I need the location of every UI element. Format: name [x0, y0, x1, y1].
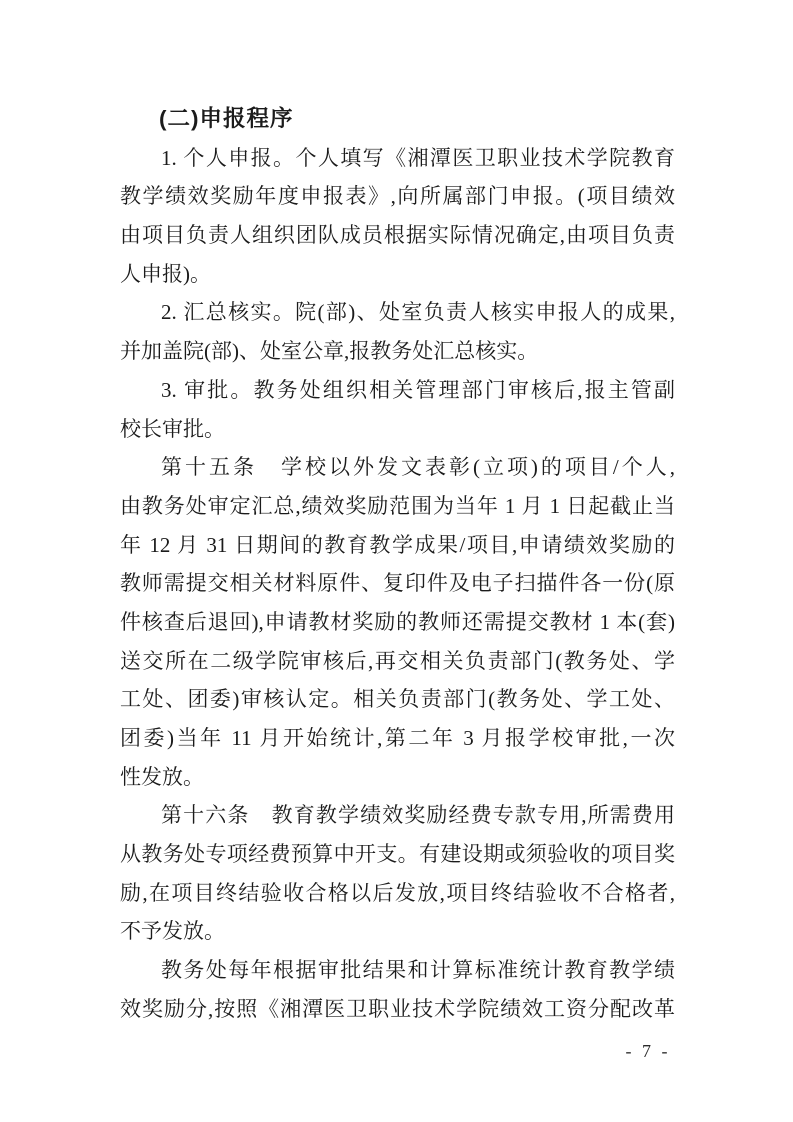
- text-line: 性发放。: [120, 764, 204, 789]
- text-line: 教务处每年根据审批结果和计算标准统计教育教学绩: [161, 958, 675, 983]
- text-line: 不予发放。: [120, 919, 225, 944]
- section-heading: (二)申报程序: [159, 106, 294, 131]
- text-line: 2. 汇总核实。院(部)、处室负责人核实申报人的成果,: [161, 300, 675, 325]
- text-line: 人申报)。: [120, 261, 211, 286]
- text-line: 校长审批。: [120, 416, 225, 441]
- text-line: 团委)当年 11 月开始统计,第二年 3 月报学校审批,一次: [120, 726, 675, 750]
- text-line: 由教务处审定汇总,绩效奖励范围为当年 1 月 1 日起截止当: [120, 493, 675, 518]
- text-line: 由项目负责人组织团队成员根据实际情况确定,由项目负责: [120, 223, 675, 248]
- text-line: 件核查后退回),申请教材奖励的教师还需提交教材 1 本(套): [120, 609, 675, 634]
- document-body: [120, 100, 675, 1029]
- text-line: 励,在项目终结验收合格以后发放,项目终结验收不合格者,: [120, 880, 675, 905]
- text-line: 从教务处专项经费预算中开支。有建设期或须验收的项目奖: [120, 842, 675, 867]
- text-line: 工处、团委)审核认定。相关负责部门(教务处、学工处、: [120, 687, 675, 712]
- text-line: 效奖励分,按照《湘潭医卫职业技术学院绩效工资分配改革: [120, 996, 675, 1021]
- text-line: 教师需提交相关材料原件、复印件及电子扫描件各一份(原: [120, 571, 675, 596]
- text-line: 教学绩效奖励年度申报表》,向所属部门申报。(项目绩效: [120, 184, 675, 209]
- text-line: 1. 个人申报。个人填写《湘潭医卫职业技术学院教育: [161, 145, 675, 170]
- article-16-first-line: 第十六条 教育教学绩效奖励经费专款专用,所需费用: [161, 803, 675, 828]
- text-line: 3. 审批。教务处组织相关管理部门审核后,报主管副: [161, 377, 675, 402]
- page-number: - 7 -: [625, 1041, 671, 1061]
- article-15-first-line: 第十五条 学校以外发文表彰(立项)的项目/个人,: [161, 455, 675, 480]
- text-line: 送交所在二级学院审核后,再交相关负责部门(教务处、学: [120, 648, 675, 673]
- text-line: 并加盖院(部)、处室公章,报教务处汇总核实。: [120, 339, 539, 364]
- text-line: 年 12 月 31 日期间的教育教学成果/项目,申请绩效奖励的: [120, 532, 675, 557]
